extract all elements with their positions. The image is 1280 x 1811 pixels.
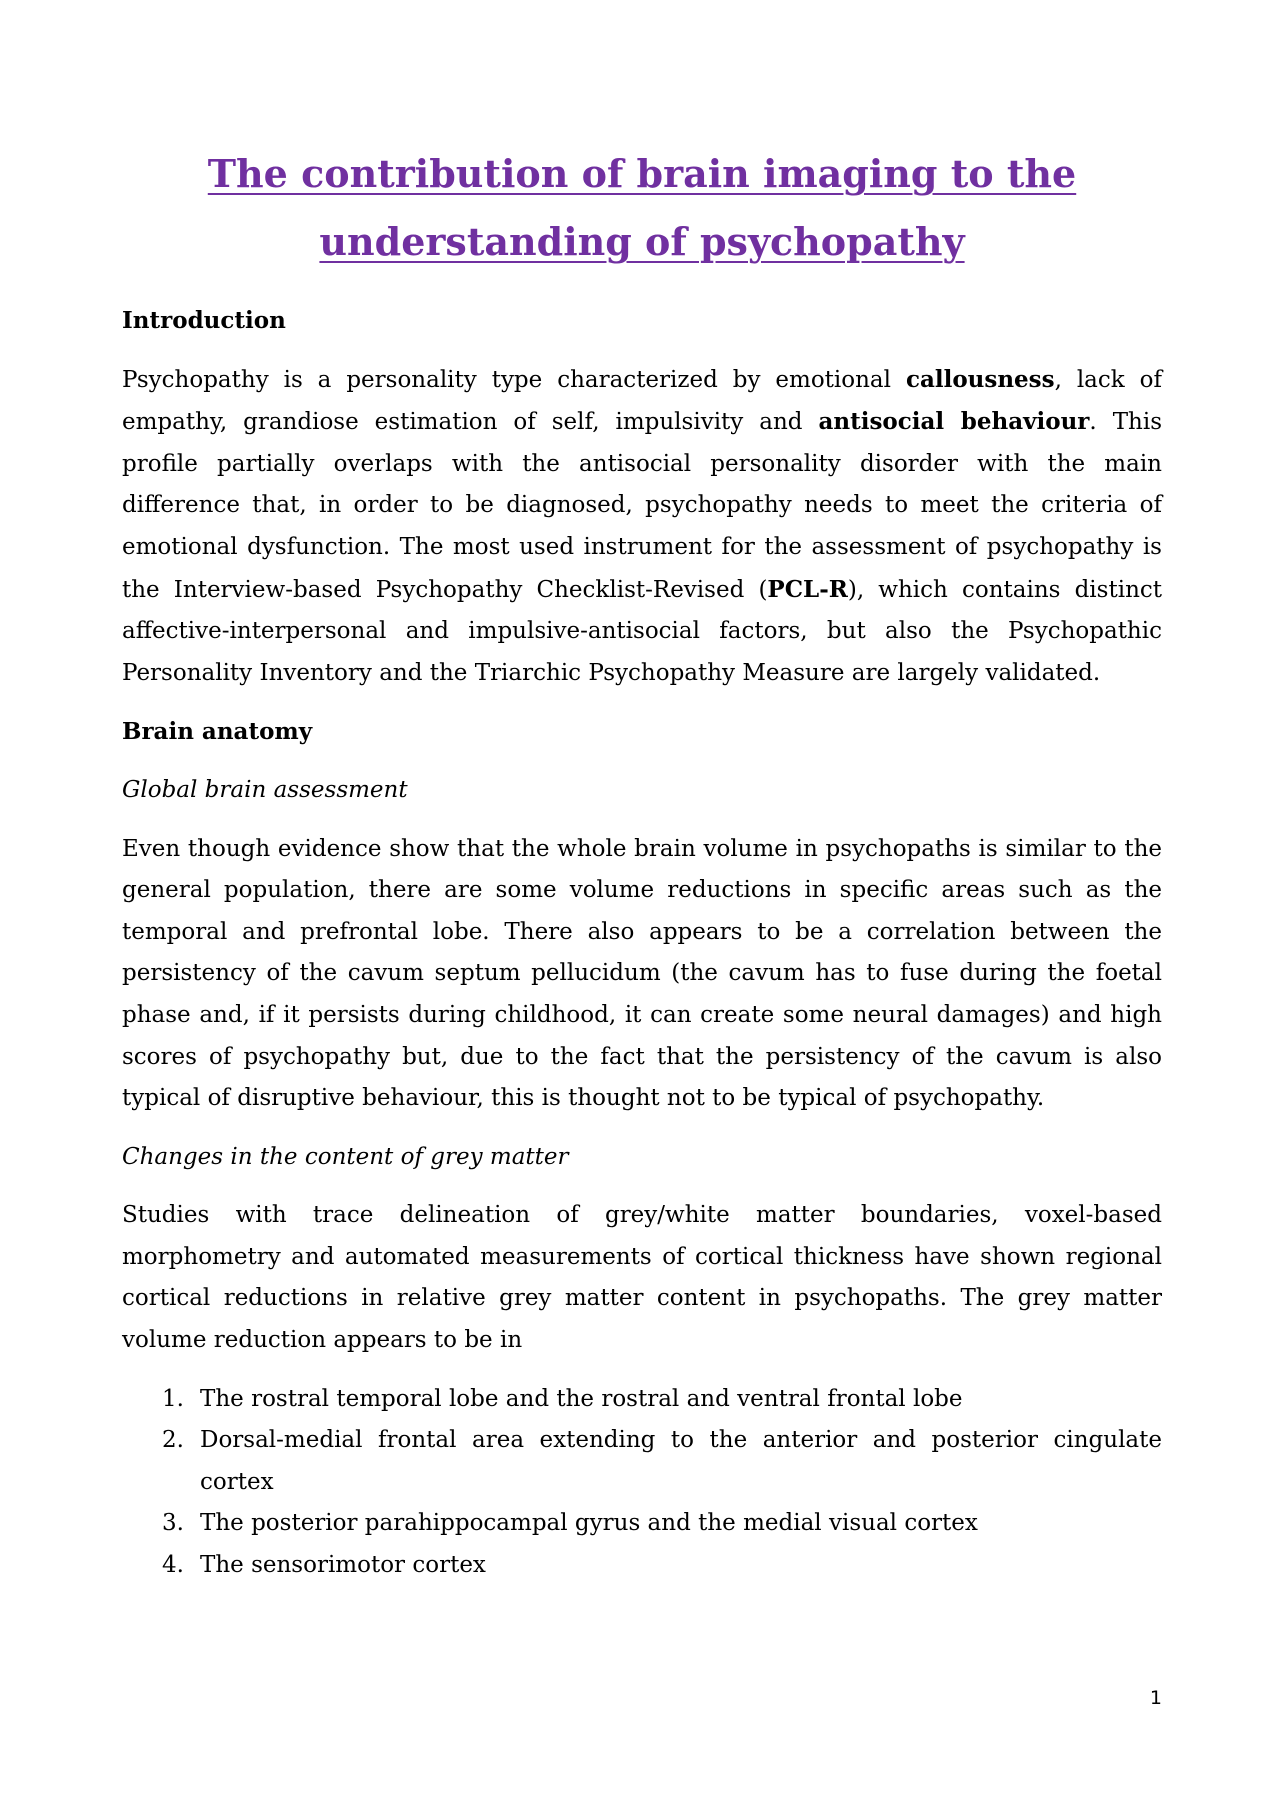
document-body [122, 300, 1162, 1587]
section-heading-introduction: Introduction [122, 307, 286, 334]
list-item-text: The posterior parahippocampal gyrus and the medial visual cortex [200, 1510, 978, 1537]
intro-bold-callousness: callousness [905, 365, 1055, 393]
intro-text-2: , lack of empathy, grandiose estimation of self, impulsivity and [122, 366, 1162, 436]
section-heading-brain-anatomy: Brain anatomy [122, 718, 313, 746]
list-item-number: 2. [162, 1427, 184, 1454]
list-item [122, 1379, 1162, 1421]
grey-matter-reduction-list [122, 1379, 1162, 1587]
global-assessment-paragraph: Even though evidence show that the whole brain volume in psychopaths is similar to the general population, there are some volume reductions in specific areas such as the temporal and prefrontal lobe. There also appears to be a correlation between the persistency of the cavum septum pellucidum (the cavum has to fuse during the foetal phase and, if it persists during childhood, it can create some neural damages) and high scores of psychopathy but, due to the fact that the persistency of the cavum is also typical of disruptive behaviour, this is thought not to be typical of psychopathy. [122, 835, 1162, 1112]
list-item-text: Dorsal-medial frontal area extending to the anterior and posterior cingulate cortex [200, 1427, 1162, 1495]
grey-matter-paragraph: Studies with trace delineation of grey/white matter boundaries, voxel-based morphometry and automated measurements of cortical thickness have shown regional cortical reductions in relative grey matter content in psychopaths. The grey matter volume reduction appears to be in [122, 1202, 1162, 1354]
list-item-number: 3. [162, 1510, 184, 1537]
list-item-number: 1. [162, 1385, 184, 1412]
list-item-number: 4. [162, 1552, 184, 1579]
list-item-text: The sensorimotor cortex [200, 1552, 486, 1579]
intro-bold-antisocial-behaviour: antisocial behaviour [818, 408, 1090, 436]
list-item [122, 1545, 1162, 1587]
intro-text-4: ), which contains distinct affective-interpersonal and impulsive-antisocial factors, but also the Psychopathic Personality Inventory and the Triarchic Psychopathy Measure are largely validated. [122, 576, 1163, 686]
intro-bold-pcl-r: PCL-R [767, 575, 848, 603]
list-item-text: The rostral temporal lobe and the rostral and ventral frontal lobe [200, 1385, 963, 1412]
document-title: The contribution of brain imaging to the understanding of psychopathy [207, 151, 1077, 264]
subheading-grey-matter: Changes in the content of grey matter [122, 1143, 569, 1170]
list-item [122, 1503, 1162, 1545]
page-number: 1 [1149, 1687, 1162, 1709]
subheading-global-brain-assessment: Global brain assessment [122, 776, 408, 803]
introduction-paragraph [122, 359, 1162, 695]
intro-text-3: . This profile partially overlaps with the antisocial personality disorder with the main difference that, in order to be diagnosed, psychopathy needs to meet the criteria of emotional dysfunction. The most used instrument for the assessment of psychopathy is the Interview-based Psychopathy Checklist-Revised ( [122, 409, 1163, 603]
intro-text-1: Psychopathy is a personality type characterized by emotional [122, 366, 906, 393]
list-item [122, 1420, 1162, 1503]
